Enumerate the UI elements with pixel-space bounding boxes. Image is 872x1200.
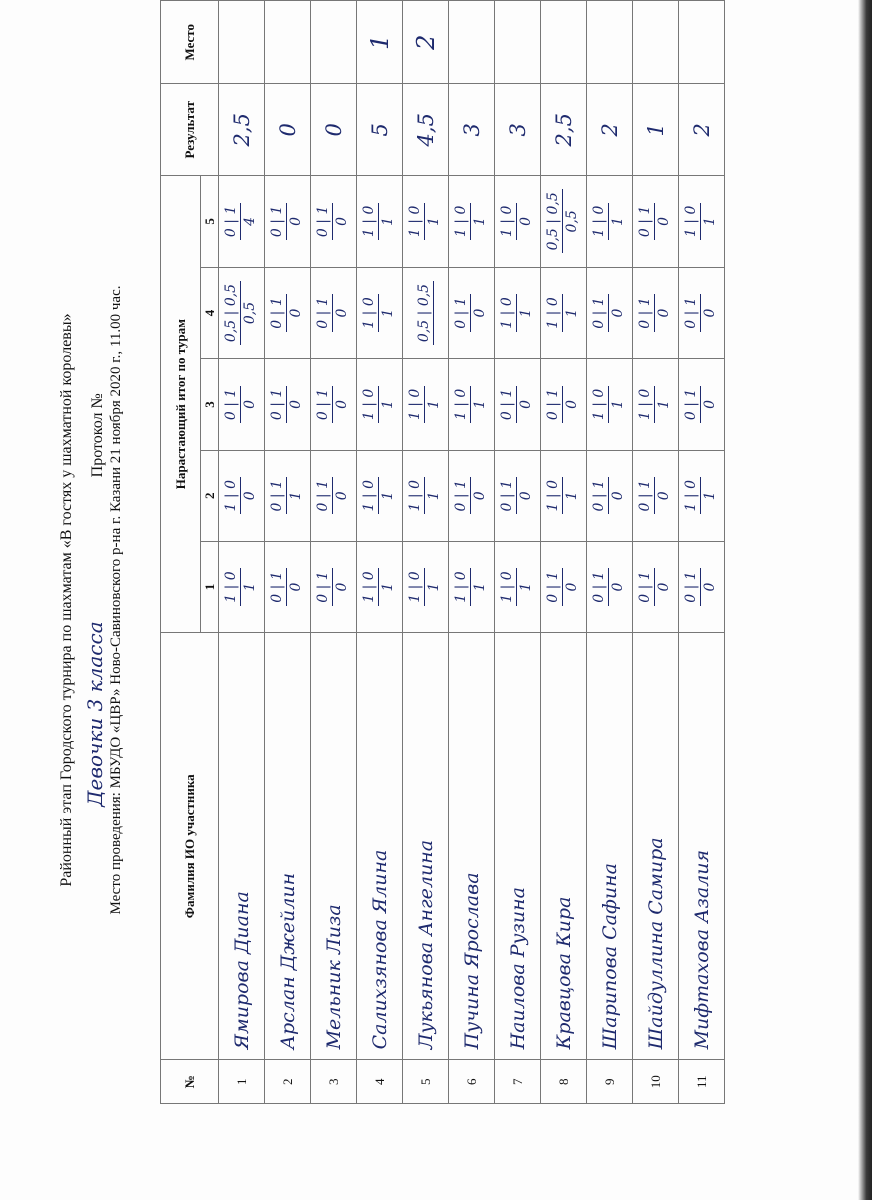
score-top: 0 | 1 xyxy=(316,294,333,331)
score-fraction xyxy=(546,568,579,605)
score-top: 1 | 0 xyxy=(500,294,517,331)
round-cell xyxy=(633,359,679,450)
table-row xyxy=(311,1,357,1104)
score-fraction xyxy=(500,294,533,331)
table-row xyxy=(403,1,449,1104)
score-bottom: 0 xyxy=(472,491,488,501)
place-value: 1 xyxy=(357,1,403,84)
round-cell xyxy=(541,267,587,359)
score-bottom: 1 xyxy=(702,491,718,501)
result-value: 2 xyxy=(679,84,725,176)
score-top: 0,5 | 0,5 xyxy=(224,281,241,345)
score-top: 0 | 1 xyxy=(270,568,287,605)
score-top: 0 | 1 xyxy=(638,477,655,514)
place-value xyxy=(219,1,265,84)
score-fraction xyxy=(224,568,257,605)
score-top: 0 | 1 xyxy=(316,477,333,514)
round-cell xyxy=(265,176,311,268)
round-cell xyxy=(311,450,357,541)
score-fraction xyxy=(362,477,395,514)
table-row xyxy=(679,1,725,1104)
participant-name: Шайдуллина Самира xyxy=(633,633,679,1060)
score-bottom: 0 xyxy=(610,308,626,318)
score-bottom: 0 xyxy=(702,399,718,409)
score-top: 0 | 1 xyxy=(592,568,609,605)
score-top: 0 | 1 xyxy=(316,203,333,240)
place-value xyxy=(311,1,357,84)
score-fraction xyxy=(638,477,671,514)
participant-name: Арслан Джейлин xyxy=(265,633,311,1060)
score-bottom: 1 xyxy=(380,491,396,501)
round-cell xyxy=(219,450,265,541)
round-cell xyxy=(311,267,357,359)
score-bottom: 0 xyxy=(702,308,718,318)
round-cell xyxy=(265,267,311,359)
score-fraction xyxy=(500,386,533,423)
score-top: 1 | 0 xyxy=(362,386,379,423)
score-top: 0 | 1 xyxy=(270,203,287,240)
round-cell xyxy=(219,359,265,450)
round-cell xyxy=(587,176,633,268)
score-fraction xyxy=(224,386,257,423)
round-cell xyxy=(679,359,725,450)
group-name: Девочки 3 класса xyxy=(83,621,107,807)
score-fraction xyxy=(316,477,349,514)
round-cell xyxy=(495,267,541,359)
score-top: 0 | 1 xyxy=(270,477,287,514)
col-round-3: 3 xyxy=(201,359,219,450)
row-number: 6 xyxy=(449,1060,495,1104)
score-fraction xyxy=(408,203,441,240)
round-cell xyxy=(587,267,633,359)
score-bottom: 1 xyxy=(426,582,442,592)
score-bottom: 0 xyxy=(334,399,350,409)
score-bottom: 1 xyxy=(518,308,534,318)
row-number: 10 xyxy=(633,1060,679,1104)
col-round-5: 5 xyxy=(201,176,219,268)
score-bottom: 1 xyxy=(472,216,488,226)
score-bottom: 0 xyxy=(334,582,350,592)
result-value: 1 xyxy=(633,84,679,176)
place-value xyxy=(633,1,679,84)
participant-name: Мельник Лиза xyxy=(311,633,357,1060)
score-fraction xyxy=(638,203,671,240)
score-bottom: 0 xyxy=(334,308,350,318)
result-value: 3 xyxy=(449,84,495,176)
score-top: 1 | 0 xyxy=(546,477,563,514)
round-cell xyxy=(679,176,725,268)
round-cell xyxy=(403,541,449,632)
round-cell xyxy=(357,359,403,450)
place-value xyxy=(449,1,495,84)
table-row xyxy=(219,1,265,1104)
col-round-2: 2 xyxy=(201,450,219,541)
participant-name: Мифтахова Азалия xyxy=(679,633,725,1060)
score-fraction xyxy=(592,294,625,331)
col-round-1: 1 xyxy=(201,541,219,632)
score-bottom: 0 xyxy=(610,582,626,592)
score-fraction xyxy=(684,568,717,605)
score-bottom: 0 xyxy=(334,216,350,226)
result-value: 2 xyxy=(587,84,633,176)
score-bottom: 0 xyxy=(288,308,304,318)
score-bottom: 0 xyxy=(242,491,258,501)
score-top: 1 | 0 xyxy=(362,203,379,240)
participant-name: Салихзянова Ялина xyxy=(357,633,403,1060)
score-top: 1 | 0 xyxy=(500,568,517,605)
score-top: 0 | 1 xyxy=(500,477,517,514)
result-value: 4,5 xyxy=(403,84,449,176)
table-row xyxy=(265,1,311,1104)
score-fraction xyxy=(638,568,671,605)
row-number: 7 xyxy=(495,1060,541,1104)
place-value xyxy=(265,1,311,84)
score-fraction xyxy=(546,477,579,514)
table-row xyxy=(633,1,679,1104)
score-fraction xyxy=(316,568,349,605)
score-top: 0,5 | 0,5 xyxy=(546,189,563,253)
score-fraction xyxy=(362,294,395,331)
score-bottom: 0 xyxy=(288,216,304,226)
score-bottom: 1 xyxy=(472,399,488,409)
score-bottom: 0 xyxy=(656,491,672,501)
score-bottom: 0 xyxy=(656,308,672,318)
score-bottom: 1 xyxy=(380,216,396,226)
score-fraction xyxy=(454,386,487,423)
place-value: 2 xyxy=(403,1,449,84)
score-fraction xyxy=(500,477,533,514)
round-cell xyxy=(265,541,311,632)
participant-name: Лукьянова Ангелина xyxy=(403,633,449,1060)
row-number: 9 xyxy=(587,1060,633,1104)
venue-line: Место проведения: МБУДО «ЦВР» Ново-Савиновского р-на г. Казани 21 ноября 2020 г., 11.00 час. xyxy=(108,285,124,915)
participant-name: Наилова Рузина xyxy=(495,633,541,1060)
group-line xyxy=(83,0,107,1200)
place-value xyxy=(587,1,633,84)
score-fraction xyxy=(500,568,533,605)
score-bottom: 4 xyxy=(242,216,258,226)
score-top: 1 | 0 xyxy=(362,477,379,514)
score-fraction xyxy=(638,386,671,423)
score-bottom: 0 xyxy=(564,582,580,592)
score-fraction xyxy=(500,203,533,240)
result-value: 2,5 xyxy=(541,84,587,176)
table-row xyxy=(357,1,403,1104)
score-top: 0 | 1 xyxy=(454,294,471,331)
score-top: 0 | 1 xyxy=(500,386,517,423)
round-cell xyxy=(633,267,679,359)
round-cell xyxy=(495,541,541,632)
round-cell xyxy=(265,450,311,541)
score-top: 1 | 0 xyxy=(546,294,563,331)
round-cell xyxy=(219,176,265,268)
participant-name: Кравцова Кира xyxy=(541,633,587,1060)
score-top: 0 | 1 xyxy=(316,568,333,605)
score-top: 1 | 0 xyxy=(454,386,471,423)
score-top: 1 | 0 xyxy=(454,203,471,240)
score-fraction xyxy=(638,294,671,331)
place-value xyxy=(541,1,587,84)
round-cell xyxy=(403,359,449,450)
row-number: 4 xyxy=(357,1060,403,1104)
score-fraction xyxy=(316,294,349,331)
score-top: 1 | 0 xyxy=(362,294,379,331)
score-fraction xyxy=(270,294,303,331)
score-bottom: 0 xyxy=(288,582,304,592)
score-top: 0 | 1 xyxy=(684,294,701,331)
round-cell xyxy=(633,541,679,632)
score-top: 1 | 0 xyxy=(500,203,517,240)
score-fraction xyxy=(270,477,303,514)
score-fraction xyxy=(316,203,349,240)
round-cell xyxy=(679,541,725,632)
score-top: 0 | 1 xyxy=(224,386,241,423)
round-cell xyxy=(357,541,403,632)
round-cell xyxy=(633,176,679,268)
score-top: 0 | 1 xyxy=(592,477,609,514)
score-bottom: 0 xyxy=(702,582,718,592)
round-cell xyxy=(219,267,265,359)
round-cell xyxy=(495,450,541,541)
score-bottom: 1 xyxy=(564,491,580,501)
score-top: 0 | 1 xyxy=(316,386,333,423)
score-fraction xyxy=(454,477,487,514)
tournament-title: Районный этап Городского турнира по шахматам «В гостях у шахматной королевы» xyxy=(58,313,75,887)
score-bottom: 1 xyxy=(702,216,718,226)
score-bottom: 0 xyxy=(472,308,488,318)
protocol-label: Протокол № xyxy=(89,393,106,478)
score-bottom: 1 xyxy=(610,399,626,409)
score-top: 0 | 1 xyxy=(638,203,655,240)
score-bottom: 0 xyxy=(518,216,534,226)
score-top: 1 | 0 xyxy=(408,568,425,605)
score-fraction xyxy=(316,386,349,423)
round-cell xyxy=(679,450,725,541)
score-top: 0,5 | 0,5 xyxy=(417,281,434,345)
score-bottom: 0,5 xyxy=(242,301,258,325)
score-bottom: 1 xyxy=(426,399,442,409)
score-bottom: 1 xyxy=(380,582,396,592)
score-fraction xyxy=(684,294,717,331)
score-fraction xyxy=(454,203,487,240)
score-fraction xyxy=(546,294,579,331)
score-bottom: 1 xyxy=(242,582,258,592)
score-fraction xyxy=(592,386,625,423)
participant-name: Ямирова Диана xyxy=(219,633,265,1060)
score-bottom: 0 xyxy=(656,582,672,592)
round-cell xyxy=(311,541,357,632)
score-top: 1 | 0 xyxy=(408,386,425,423)
table-row xyxy=(541,1,587,1104)
score-top: 1 | 0 xyxy=(638,386,655,423)
score-bottom: 1 xyxy=(518,582,534,592)
col-num: № xyxy=(161,1060,219,1104)
score-bottom: 1 xyxy=(380,399,396,409)
round-cell xyxy=(541,541,587,632)
row-number: 5 xyxy=(403,1060,449,1104)
score-top: 0 | 1 xyxy=(684,386,701,423)
col-place: Место xyxy=(161,1,219,84)
score-bottom: 0 xyxy=(518,399,534,409)
score-top: 1 | 0 xyxy=(408,203,425,240)
round-cell xyxy=(357,176,403,268)
place-value xyxy=(495,1,541,84)
score-bottom: 0 xyxy=(656,216,672,226)
score-bottom: 1 xyxy=(288,491,304,501)
round-cell xyxy=(449,176,495,268)
row-number: 11 xyxy=(679,1060,725,1104)
table-row xyxy=(587,1,633,1104)
score-top: 0 | 1 xyxy=(592,294,609,331)
score-top: 1 | 0 xyxy=(592,203,609,240)
score-fraction xyxy=(454,568,487,605)
score-top: 1 | 0 xyxy=(684,203,701,240)
score-top: 0 | 1 xyxy=(224,203,241,240)
round-cell xyxy=(265,359,311,450)
round-cell xyxy=(357,267,403,359)
score-bottom: 1 xyxy=(472,582,488,592)
col-round-4: 4 xyxy=(201,267,219,359)
round-cell xyxy=(219,541,265,632)
score-fraction xyxy=(684,203,717,240)
score-fraction xyxy=(408,568,441,605)
score-fraction xyxy=(546,189,579,253)
score-top: 0 | 1 xyxy=(270,386,287,423)
score-top: 1 | 0 xyxy=(684,477,701,514)
score-fraction xyxy=(408,477,441,514)
score-top: 0 | 1 xyxy=(454,477,471,514)
round-cell xyxy=(311,359,357,450)
round-cell xyxy=(311,176,357,268)
score-bottom: 0 xyxy=(564,399,580,409)
round-cell xyxy=(403,176,449,268)
round-cell xyxy=(587,450,633,541)
result-value: 0 xyxy=(265,84,311,176)
score-top: 0 | 1 xyxy=(638,568,655,605)
score-fraction xyxy=(592,568,625,605)
round-cell xyxy=(495,359,541,450)
participant-name: Шарипова Сафина xyxy=(587,633,633,1060)
results-table xyxy=(160,0,725,1104)
score-fraction xyxy=(592,477,625,514)
score-fraction xyxy=(408,386,441,423)
score-top: 0 | 1 xyxy=(638,294,655,331)
place-value xyxy=(679,1,725,84)
round-cell xyxy=(541,176,587,268)
round-cell xyxy=(449,450,495,541)
score-fraction xyxy=(362,568,395,605)
score-top: 1 | 0 xyxy=(408,477,425,514)
result-value: 0 xyxy=(311,84,357,176)
score-fraction xyxy=(224,281,257,345)
score-top: 1 | 0 xyxy=(454,568,471,605)
score-fraction xyxy=(684,477,717,514)
round-cell xyxy=(449,541,495,632)
score-fraction xyxy=(224,477,257,514)
score-bottom: 0 xyxy=(242,399,258,409)
round-cell xyxy=(403,450,449,541)
score-fraction xyxy=(362,203,395,240)
row-number: 3 xyxy=(311,1060,357,1104)
round-cell xyxy=(357,450,403,541)
score-fraction xyxy=(270,386,303,423)
score-bottom: 0 xyxy=(610,491,626,501)
score-fraction xyxy=(417,281,436,345)
score-bottom: 1 xyxy=(564,308,580,318)
round-cell xyxy=(403,267,449,359)
score-fraction xyxy=(270,203,303,240)
round-cell xyxy=(495,176,541,268)
score-fraction xyxy=(546,386,579,423)
col-rounds-title: Нарастающий итог по турам xyxy=(161,176,201,633)
result-value: 3 xyxy=(495,84,541,176)
score-fraction xyxy=(592,203,625,240)
score-top: 0 | 1 xyxy=(270,294,287,331)
row-number: 8 xyxy=(541,1060,587,1104)
score-fraction xyxy=(684,386,717,423)
table-row xyxy=(449,1,495,1104)
score-top: 1 | 0 xyxy=(592,386,609,423)
round-cell xyxy=(587,541,633,632)
score-bottom: 0 xyxy=(518,491,534,501)
score-bottom: 1 xyxy=(380,308,396,318)
score-bottom xyxy=(434,281,436,345)
round-cell xyxy=(541,359,587,450)
row-number: 2 xyxy=(265,1060,311,1104)
score-top: 0 | 1 xyxy=(546,568,563,605)
score-top: 1 | 0 xyxy=(362,568,379,605)
score-fraction xyxy=(454,294,487,331)
round-cell xyxy=(587,359,633,450)
score-bottom: 1 xyxy=(426,491,442,501)
participant-name: Пучина Ярослава xyxy=(449,633,495,1060)
row-number: 1 xyxy=(219,1060,265,1104)
round-cell xyxy=(633,450,679,541)
round-cell xyxy=(449,267,495,359)
round-cell xyxy=(541,450,587,541)
result-value: 2,5 xyxy=(219,84,265,176)
score-fraction xyxy=(362,386,395,423)
col-result: Результат xyxy=(161,84,219,176)
score-bottom: 1 xyxy=(656,399,672,409)
score-top: 0 | 1 xyxy=(546,386,563,423)
round-cell xyxy=(449,359,495,450)
score-top: 1 | 0 xyxy=(224,477,241,514)
score-fraction xyxy=(224,203,257,240)
round-cell xyxy=(679,267,725,359)
score-top: 0 | 1 xyxy=(684,568,701,605)
score-top: 1 | 0 xyxy=(224,568,241,605)
table-row xyxy=(495,1,541,1104)
score-fraction xyxy=(270,568,303,605)
score-bottom: 1 xyxy=(610,216,626,226)
result-value: 5 xyxy=(357,84,403,176)
score-bottom: 0,5 xyxy=(564,210,580,233)
score-bottom: 1 xyxy=(426,216,442,226)
col-name: Фамилия ИО участника xyxy=(161,633,219,1060)
score-bottom: 0 xyxy=(334,491,350,501)
score-bottom: 0 xyxy=(288,399,304,409)
